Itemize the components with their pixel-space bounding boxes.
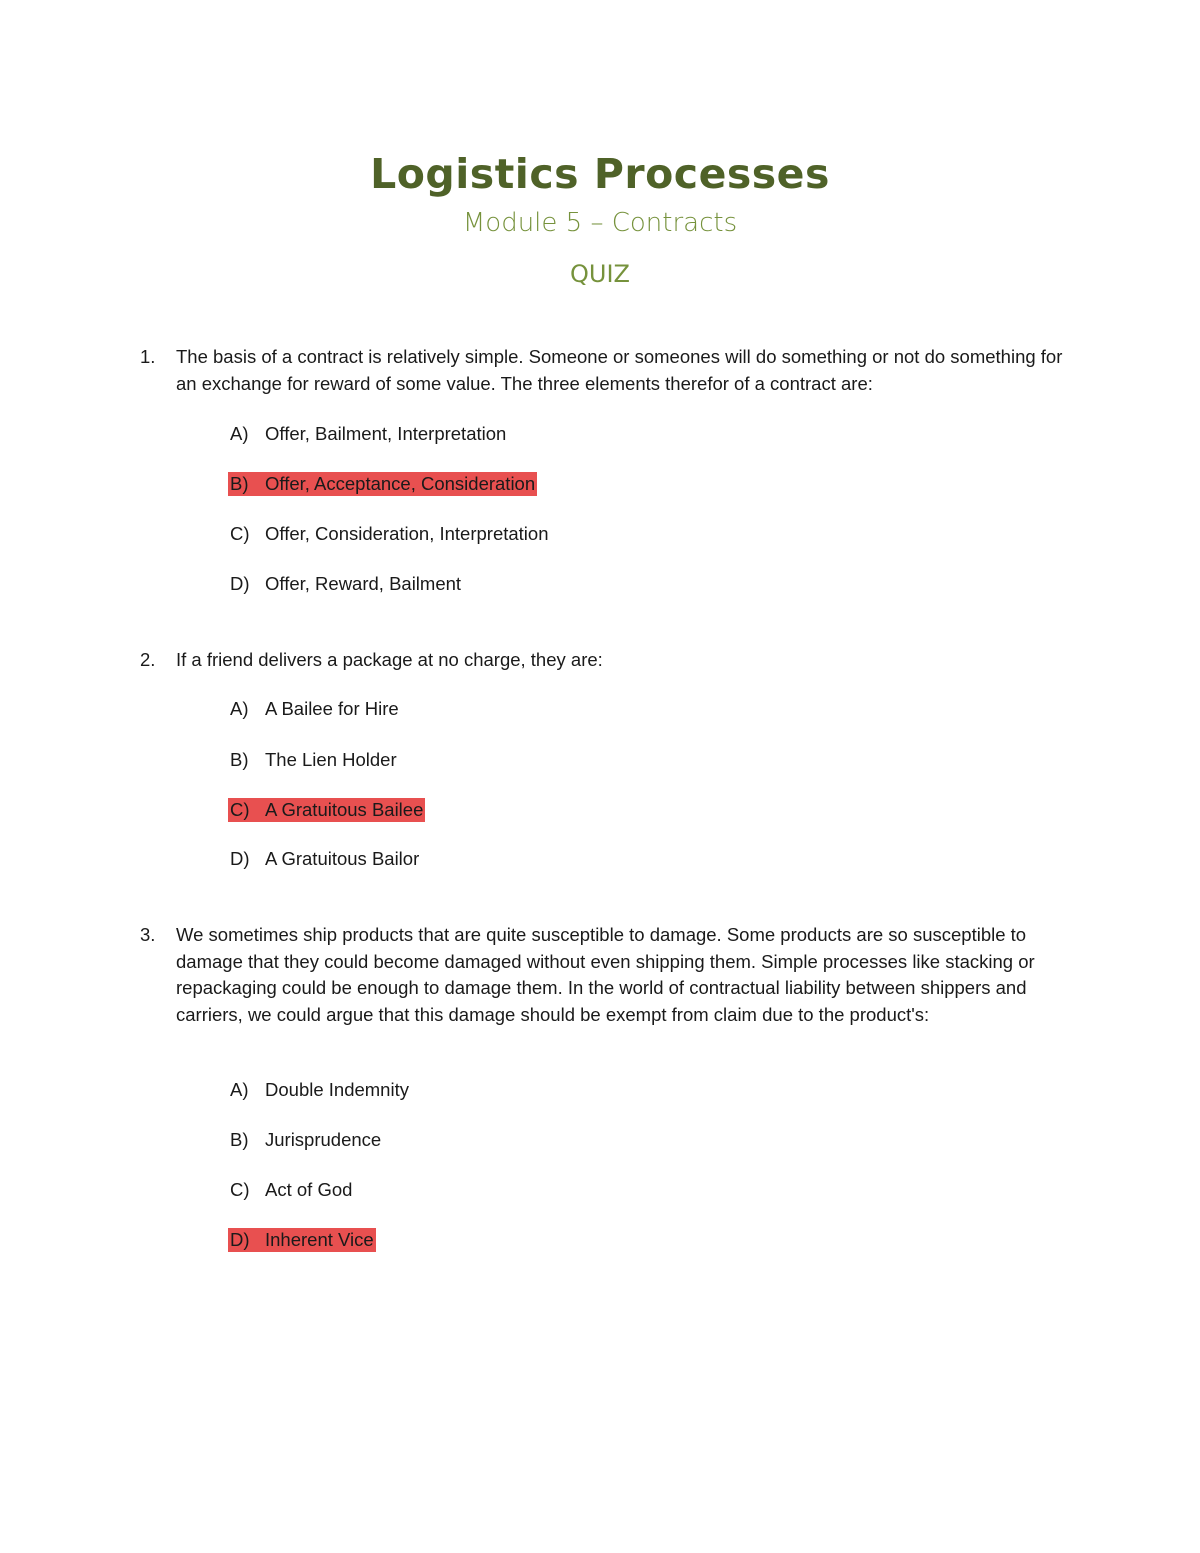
q1-option-b[interactable]: [228, 472, 537, 496]
option-letter: C): [230, 1179, 250, 1200]
option-text: Offer, Reward, Bailment: [265, 573, 462, 594]
q2-option-c[interactable]: [228, 798, 425, 822]
option-text: A Bailee for Hire: [265, 698, 399, 719]
option-letter: C): [230, 523, 250, 544]
q2-option-a[interactable]: [228, 697, 401, 721]
option-letter: D): [230, 573, 250, 594]
document-subtitle: Module 5 – Contracts: [462, 208, 738, 238]
q3-option-c[interactable]: [228, 1178, 354, 1202]
question-text: The basis of a contract is relatively simple. Someone or someones will do something or not do something for an exchange for reward of some value. The three elements therefor of a contract are:: [176, 346, 1063, 394]
option-text: Offer, Bailment, Interpretation: [265, 423, 507, 444]
option-letter: B): [230, 1129, 249, 1150]
option-letter: A): [230, 423, 249, 444]
option-text: A Gratuitous Bailor: [265, 848, 420, 869]
quiz-label: QUIZ: [570, 260, 630, 288]
option-letter: C): [230, 799, 250, 820]
option-text: Inherent Vice: [265, 1229, 374, 1250]
option-text: Double Indemnity: [265, 1079, 409, 1100]
option-letter: B): [230, 473, 249, 494]
option-letter: A): [230, 1079, 249, 1100]
q1-option-d[interactable]: [228, 572, 463, 596]
question-2: [140, 647, 1080, 674]
q3-option-a[interactable]: [228, 1078, 411, 1102]
q3-option-d[interactable]: [228, 1228, 376, 1252]
question-number: 1.: [140, 346, 156, 367]
question-1: [140, 344, 1080, 397]
option-letter: B): [230, 749, 249, 770]
option-text: Jurisprudence: [265, 1129, 382, 1150]
option-text: A Gratuitous Bailee: [265, 799, 424, 820]
option-text: Offer, Acceptance, Consideration: [265, 473, 536, 494]
question-number: 3.: [140, 924, 156, 945]
option-letter: D): [230, 1229, 250, 1250]
document-title: Logistics Processes: [370, 150, 830, 198]
q2-option-d[interactable]: [228, 847, 421, 871]
option-letter: D): [230, 848, 250, 869]
question-text: We sometimes ship products that are quite susceptible to damage. Some products are so susceptible to damage that they could become damaged without even shipping them. Simple processes like stacking or repackaging could be enough to damage them. In the world of contractual liability between shippers and carriers, we could argue that this damage should be exempt from claim due to the product's:: [176, 924, 1035, 1025]
q1-option-c[interactable]: [228, 522, 551, 546]
question-3: [140, 922, 1080, 1028]
question-text: If a friend delivers a package at no charge, they are:: [176, 649, 603, 670]
option-text: The Lien Holder: [265, 749, 397, 770]
option-text: Act of God: [265, 1179, 353, 1200]
q2-option-b[interactable]: [228, 748, 399, 772]
option-text: Offer, Consideration, Interpretation: [265, 523, 549, 544]
q3-option-b[interactable]: [228, 1128, 383, 1152]
question-number: 2.: [140, 649, 156, 670]
option-letter: A): [230, 698, 249, 719]
q1-option-a[interactable]: [228, 422, 508, 446]
